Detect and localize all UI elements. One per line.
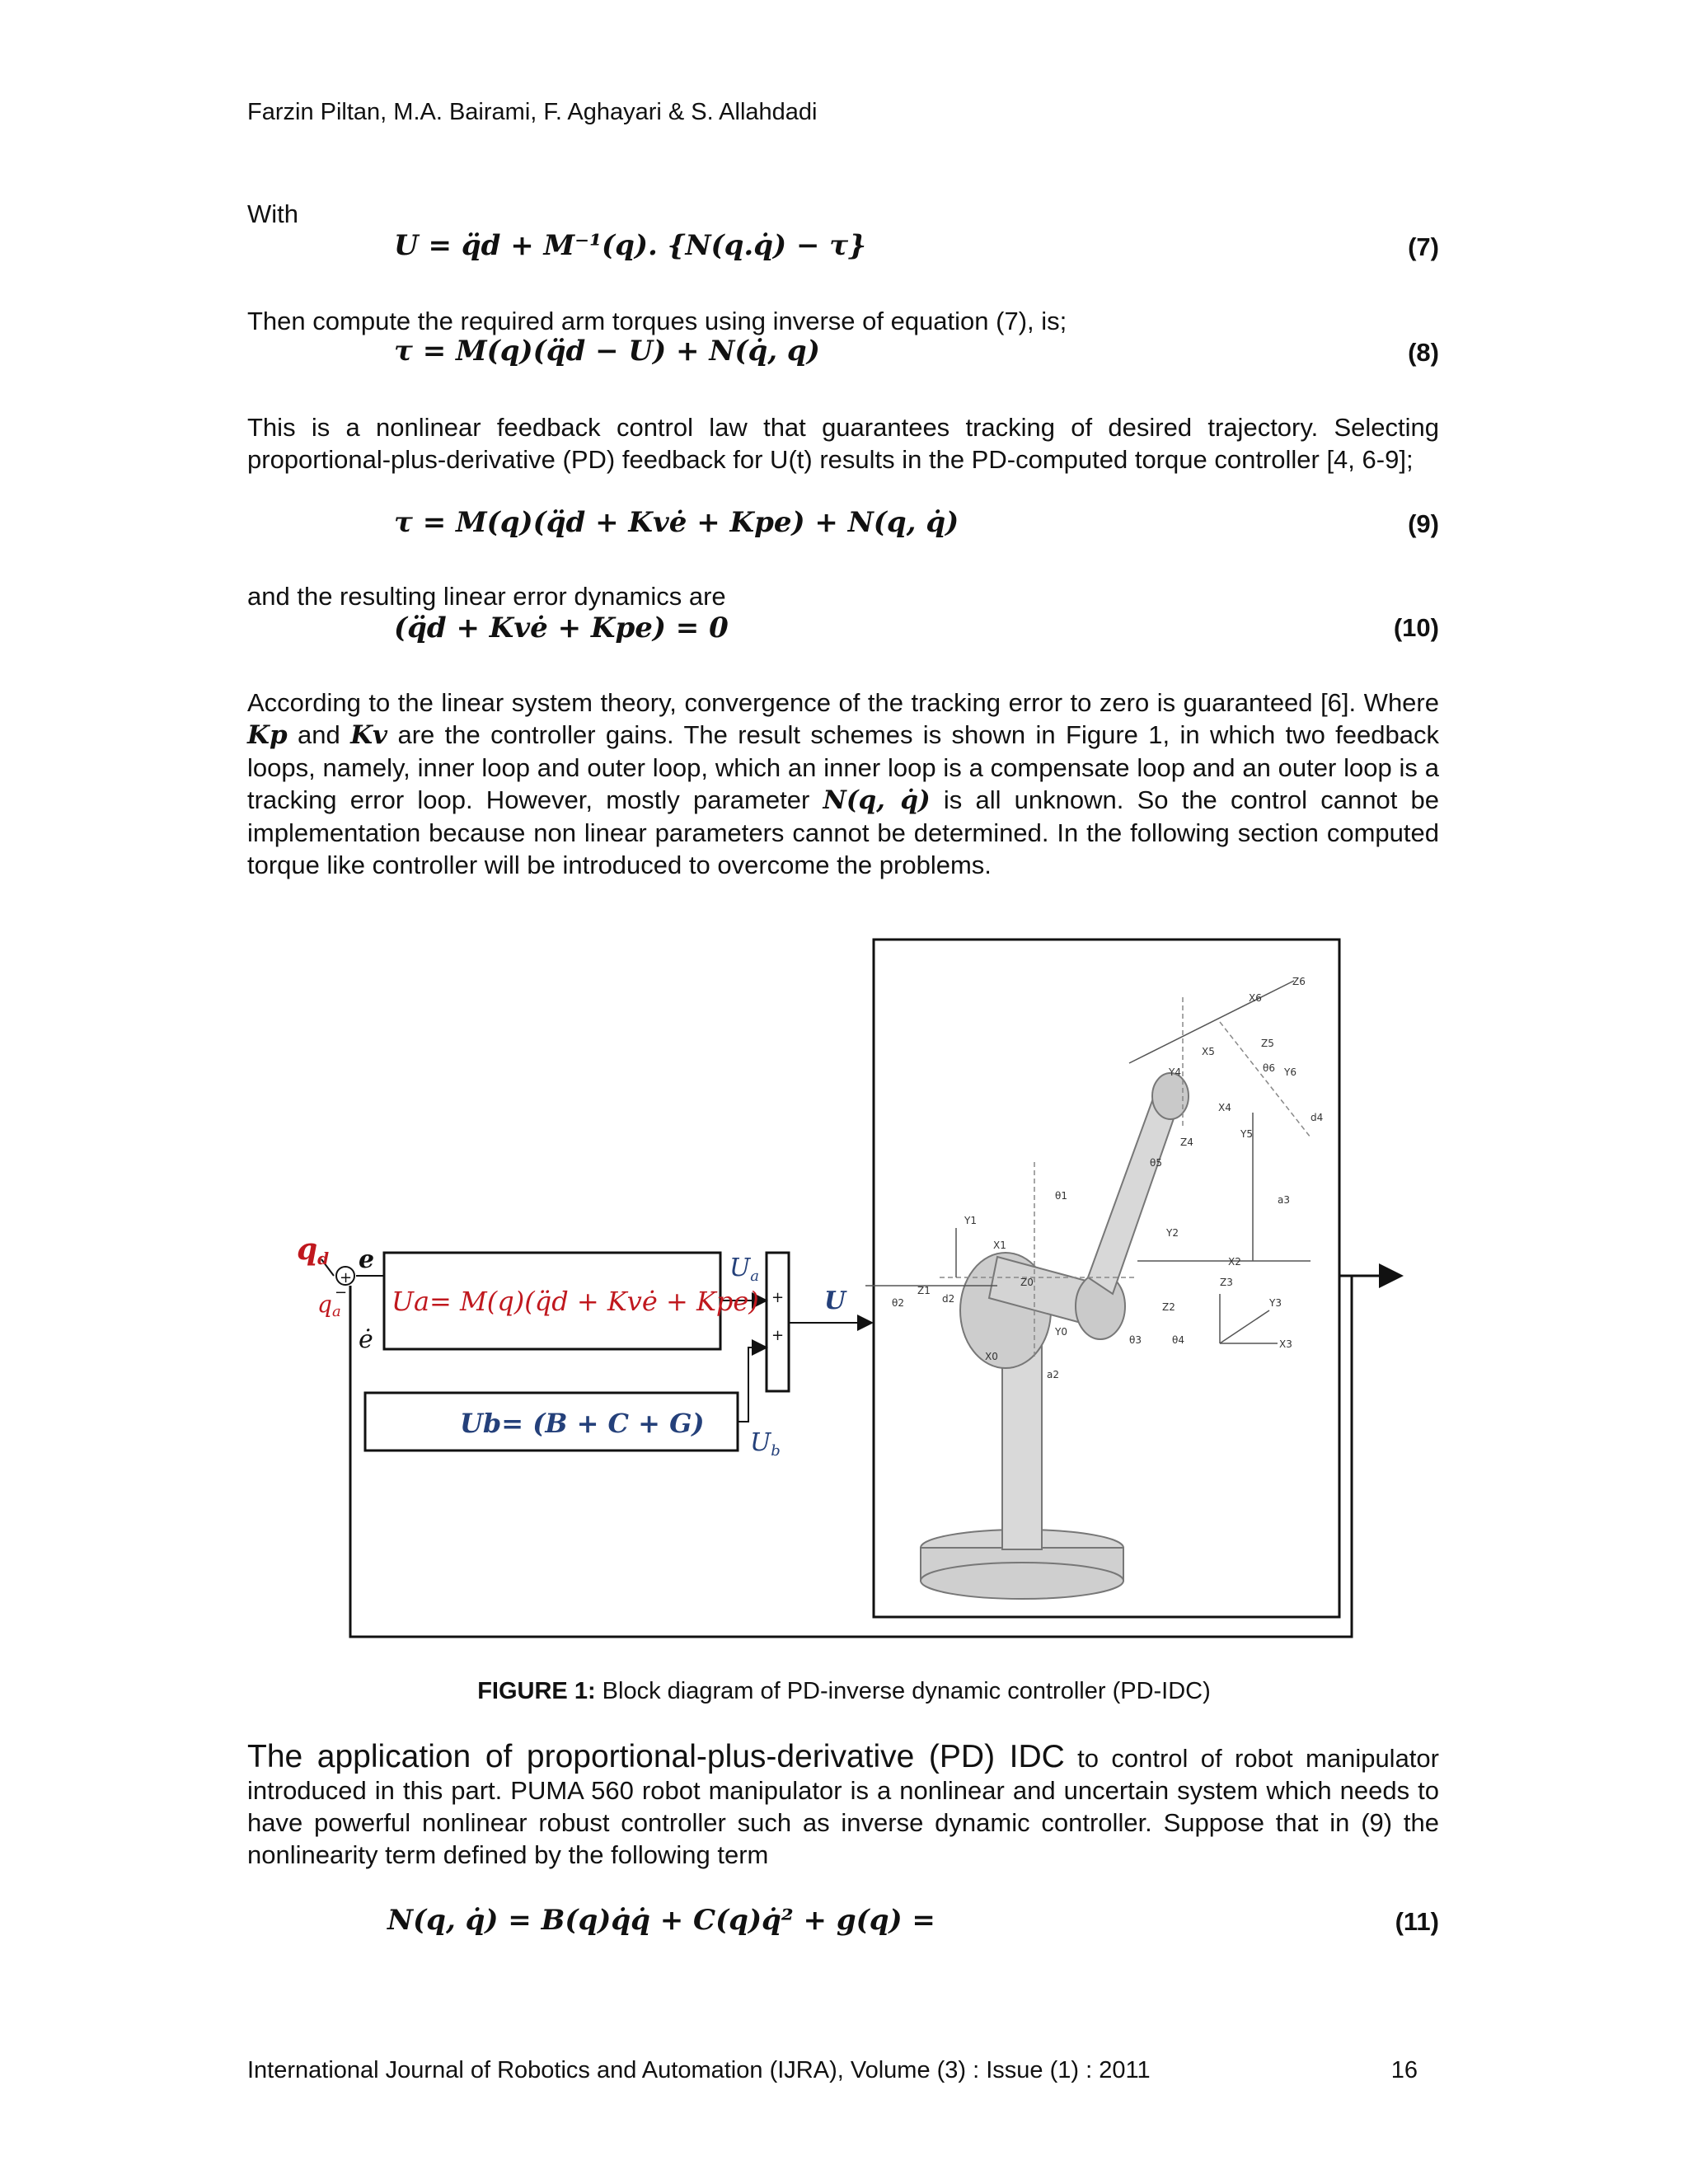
axis-label: Y3	[1269, 1297, 1282, 1309]
axis-label: X3	[1279, 1338, 1292, 1350]
axis-label: Z6	[1292, 976, 1306, 987]
axis-label: X2	[1228, 1256, 1241, 1268]
ub-line	[738, 1347, 767, 1422]
axis-label: X0	[985, 1351, 998, 1362]
sum-block	[767, 1253, 789, 1391]
axis-label: X4	[1218, 1102, 1231, 1113]
equation-10: (q̈d + Kvė + Kpe) = 0	[394, 612, 729, 644]
caption-label: FIGURE 1:	[477, 1678, 596, 1704]
axis-label: Y0	[1055, 1326, 1067, 1338]
according-and: and	[298, 720, 340, 749]
axis-label: Z3	[1220, 1277, 1233, 1288]
axis-label: Y4	[1169, 1066, 1181, 1078]
axis-label: θ3	[1129, 1334, 1142, 1346]
axis-label: Z5	[1261, 1038, 1274, 1049]
label-sum-minus: −	[335, 1284, 348, 1301]
application-text: to control of robot manipulator introduced in this part. PUMA 560 robot manipulator is a nonlinear and uncertain system which needs to have powerful nonlinear robust controller such as inverse dynamic controller. Suppose that in (9) the nonlinearity term defined by the following term	[247, 1744, 1439, 1869]
equation-9-number: (9)	[1408, 509, 1439, 538]
according-text-3: is all unknown. So the control cannot be implementation because non linear parameters cannot be determined. In the following section computed torque like controller will be introduced to overcome the problems.	[247, 785, 1439, 879]
axis-label: X6	[1249, 992, 1262, 1004]
caption-text: Block diagram of PD-inverse dynamic controller (PD-IDC)	[602, 1678, 1211, 1704]
axis-label: θ1	[1055, 1190, 1067, 1202]
paragraph-application	[247, 1741, 1439, 1871]
paragraph-according	[247, 687, 1439, 881]
equation-7: U = q̈d + M⁻¹(q). {N(q.q̇) − τ}	[394, 229, 867, 262]
equation-11: N(q, q̇) = B(q)q̇q̇ + C(q)q̇² + g(q) =	[387, 1904, 935, 1937]
label-plus-1: +	[771, 1289, 785, 1306]
axis-label: Y2	[1166, 1227, 1179, 1239]
label-qa: qa	[317, 1291, 341, 1320]
paragraph-resulting: and the resulting linear error dynamics are	[247, 582, 726, 611]
label-e: e	[359, 1245, 375, 1274]
label-sum-plus: +	[340, 1269, 353, 1286]
figure-block-diagram	[280, 931, 1409, 1648]
label-ub-block: Ub= (B + C + G)	[460, 1408, 705, 1439]
axis-label: X1	[993, 1240, 1006, 1251]
label-ub: $U_b$	[750, 1428, 781, 1460]
label-ua-block: Ua= M(q)(q̈d + Kvė + Kpe)	[392, 1286, 759, 1317]
axis-label: θ4	[1172, 1334, 1184, 1346]
equation-9: τ = M(q)(q̈d + Kvė + Kpe) + N(q, q̇)	[394, 506, 959, 539]
symbol-kv: Kv	[350, 720, 388, 750]
puma-robot-illustration	[865, 981, 1311, 1599]
label-u: U	[824, 1286, 846, 1315]
axis-label: a3	[1278, 1194, 1290, 1206]
paragraph-nonlinear: This is a nonlinear feedback control law that guarantees tracking of desired trajectory. Selecting proportional-plus-derivative (PD) feedback for U(t) results in the PD-computed torque controller [4, 6-9];	[247, 413, 1439, 474]
journal-footer: International Journal of Robotics and Automation (IJRA), Volume (3) : Issue (1) : 2011	[247, 2057, 1151, 2083]
axis-label: d2	[942, 1293, 955, 1305]
axis-label: Y6	[1284, 1066, 1296, 1078]
axis-label: θ2	[892, 1297, 904, 1309]
axis-label: Z4	[1180, 1137, 1193, 1148]
equation-11-number: (11)	[1395, 1907, 1439, 1936]
equation-8: τ = M(q)(q̈d − U) + N(q̇, q)	[394, 335, 820, 368]
feedback-line	[350, 1276, 1352, 1637]
application-lead: The application of proportional-plus-derivative (PD) IDC	[247, 1739, 1065, 1774]
label-edot: ė	[359, 1325, 373, 1354]
axis-label: Y1	[964, 1215, 977, 1226]
axis-label: a2	[1047, 1369, 1059, 1380]
label-qd: qd	[297, 1232, 330, 1268]
running-header: Farzin Piltan, M.A. Bairami, F. Aghayari & S. Allahdadi	[247, 99, 818, 125]
axis-label: Z0	[1020, 1277, 1034, 1288]
equation-7-number: (7)	[1408, 232, 1439, 261]
label-ua: $U_a$	[729, 1254, 760, 1285]
equation-10-number: (10)	[1393, 613, 1439, 642]
label-plus-2: +	[771, 1327, 785, 1344]
page-number: 16	[1390, 2057, 1418, 2083]
axis-label: Z2	[1162, 1301, 1175, 1313]
axis-label: X5	[1202, 1046, 1215, 1057]
axis-label: Y5	[1240, 1128, 1253, 1140]
axis-label: θ5	[1150, 1157, 1162, 1169]
with-label: With	[247, 199, 298, 228]
symbol-n: N(q, q̇)	[823, 785, 931, 815]
paragraph-then: Then compute the required arm torques using inverse of equation (7), is;	[247, 307, 1067, 335]
according-text-2: are the controller gains. The result schemes is shown in Figure 1, in which two feedback loops, namely, inner loop and outer loop, which an inner loop is a compensate loop and an outer loop is a tracking error loop. However, mostly parameter	[247, 720, 1439, 814]
axis-label: θ6	[1263, 1062, 1275, 1074]
according-text-1: According to the linear system theory, convergence of the tracking error to zero is guaranteed [6]. Where	[247, 688, 1439, 717]
axis-label: d4	[1311, 1112, 1324, 1123]
axis-label: Z1	[917, 1285, 931, 1296]
equation-8-number: (8)	[1408, 338, 1439, 367]
symbol-kp: Kp	[247, 720, 288, 750]
figure-caption	[0, 1678, 1688, 1705]
